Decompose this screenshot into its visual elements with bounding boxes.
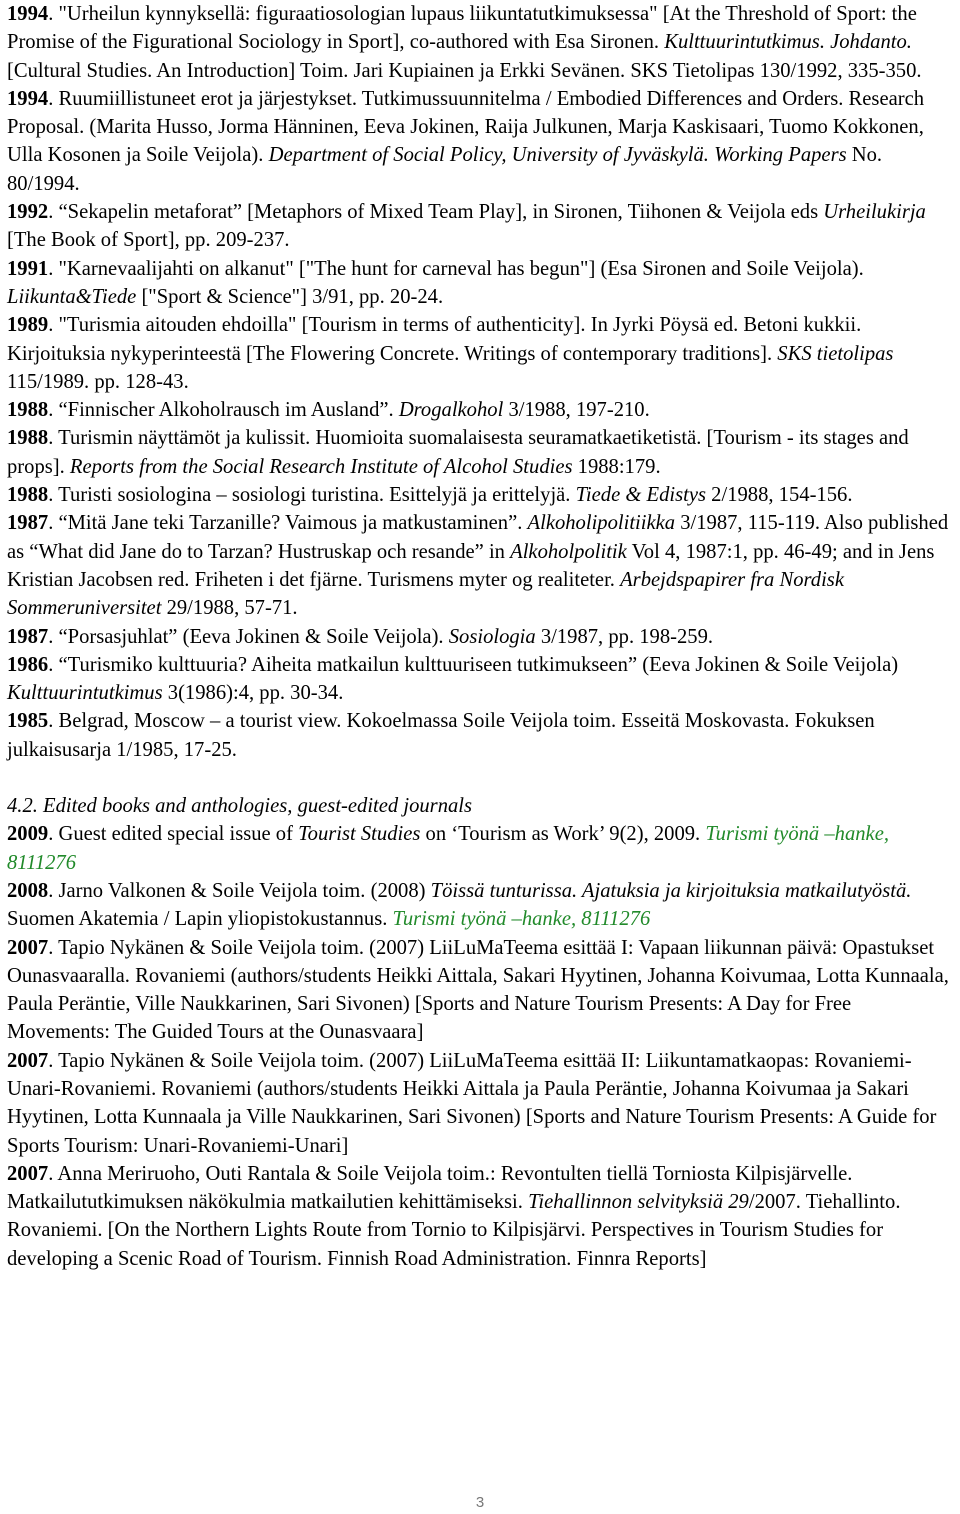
bibliography-entry (7, 311, 957, 396)
bibliography-entry (7, 707, 957, 764)
entry-text: . Belgrad, Moscow – a tourist view. Kokoelmassa Soile Veijola toim. Esseitä Moskovasta. Fokuksen julkaisusarja 1/1985, 17-25. (7, 710, 875, 761)
edited-books-list (7, 820, 957, 1273)
entry-text: Töissä tunturissa. Ajatuksia ja kirjoituksia matkailutyöstä. (430, 879, 912, 902)
entry-year: 2007 (7, 1049, 49, 1072)
bibliography-entry (7, 1160, 957, 1273)
entry-year: 2009 (7, 823, 49, 846)
entry-text: . Guest edited special issue of (48, 823, 299, 846)
entry-text: Department of Social Policy, University of Jyväskylä. Working Papers (268, 144, 847, 167)
bibliography-entry (7, 877, 957, 934)
bibliography-entry (7, 255, 957, 312)
entry-text: Kulttuurintutkimus. Johdanto. (664, 31, 912, 54)
entry-year: 1988 (7, 399, 49, 422)
bibliography-entry (7, 424, 957, 481)
entry-text: . Turisti sosiologina – sosiologi turistina. Esittelyjä ja erittelyjä. (48, 484, 576, 507)
bibliography-entry (7, 481, 957, 509)
entry-text: ["Sport & Science"] 3/91, pp. 20-24. (136, 285, 444, 308)
bibliography-entry (7, 396, 957, 424)
entry-text: Tiehallinnon selvityksiä 29 (528, 1191, 749, 1214)
bibliography-entry (7, 820, 957, 877)
entry-text: . “Sekapelin metaforat” [Metaphors of Mixed Team Play], in Sironen, Tiihonen & Veijola eds (48, 201, 824, 224)
entry-text: Kulttuurintutkimus (7, 682, 163, 705)
entry-text: . “Mitä Jane teki Tarzanille? Vaimous ja matkustaminen”. (48, 512, 528, 535)
document-page (7, 0, 957, 1273)
entry-year: 1989 (7, 314, 49, 337)
entry-text: . "Turismia aitouden ehdoilla" [Tourism in terms of authenticity]. In Jyrki Pöysä ed. Betoni kukkii. Kirjoituksia nykyperinteestä [The Flowering Concrete. Writings of contemporary traditions]. (7, 314, 862, 365)
entry-text: 1988:179. (572, 455, 661, 478)
entry-text: Sosiologia (448, 625, 536, 648)
entry-text: 2/1988, 154-156. (706, 484, 853, 507)
bibliography-entry (7, 509, 957, 622)
entry-year: 1988 (7, 484, 49, 507)
entry-text: . Jarno Valkonen & Soile Veijola toim. (2008) (48, 879, 431, 902)
entry-text: Tiede & Edistys (575, 484, 707, 507)
entry-text: 3/1987, 115-119. Also published as “What did Jane do to Tarzan? Hustruskap och resande” in (7, 512, 949, 563)
page-number: 3 (475, 1494, 485, 1511)
entry-text: Vol 4, 1987:1, pp. 46-49; and in Jens Kristian Jacobsen red. Friheten i det fjärne. Turismens myter og realiteter. (7, 540, 935, 591)
entry-text: 3/1987, pp. 198-259. (535, 625, 714, 648)
entry-year: 2007 (7, 936, 49, 959)
entry-text: Reports from the Social Research Institute of Alcohol Studies (69, 455, 573, 478)
entry-text: . “Finnischer Alkoholrausch im Ausland”. (48, 399, 399, 422)
entry-text: 3/1988, 197-210. (503, 399, 650, 422)
entry-text: [Cultural Studies. An Introduction] Toim. Jari Kupiainen ja Erkki Sevänen. SKS Tietolipas 130/1992, 335-350. (7, 59, 922, 82)
entry-text: Alkoholpolitik (510, 540, 627, 563)
entry-text: Suomen Akatemia / Lapin yliopistokustannus. (7, 908, 393, 931)
bibliography-entry (7, 934, 957, 1047)
entry-year: 1988 (7, 427, 49, 450)
entry-year: 1994 (7, 87, 49, 110)
entry-text: Liikunta&Tiede (7, 285, 137, 308)
bibliography-entry (7, 651, 957, 708)
entry-year: 2007 (7, 1162, 49, 1185)
entry-year: 1991 (7, 257, 49, 280)
entry-text: Alkoholipolitiikka (527, 512, 676, 535)
entry-year: 1994 (7, 3, 49, 25)
bibliography-entry (7, 623, 957, 651)
publications-list (7, 0, 957, 764)
bibliography-entry (7, 198, 957, 255)
entry-text: /2007. Tiehallinto. Rovaniemi. [On the Northern Lights Route from Tornio to Kilpisjärvi. Perspectives in Tourism Studies for developing a Scenic Road of Tourism. Finnish Road Administration. Finnra Reports] (7, 1191, 901, 1270)
entry-text: . Tapio Nykänen & Soile Veijola toim. (2007) LiiLuMaTeema esittää II: Liikuntamatkaopas: Rovaniemi-Unari-Rovaniemi. Rovaniemi (authors/students Heikki Aittala ja Paula Peräntie, Johanna Koivumaa ja Sakari Hyytinen, Lotta Kunnaala ja Ville Naukkarinen, Sari Sivonen) [Sports and Nature Tourism Presents: A Guide for Sports Tourism: Unari-Rovaniemi-Unari] (7, 1049, 937, 1157)
entry-text: . “Porsasjuhlat” (Eeva Jokinen & Soile Veijola). (48, 625, 449, 648)
entry-text: . "Urheilun kynnyksellä: figuraatiosologian lupaus liikuntatutkimuksessa" [At the Threshold of Sport: the Promise of the Figurational Sociology in Sport], co-authored with Esa Sironen. (7, 3, 917, 54)
entry-text: . "Karnevaalijahti on alkanut" ["The hunt for carneval has begun"] (Esa Sironen and Soile Veijola). (48, 257, 864, 280)
entry-text: . “Turismiko kulttuuria? Aiheita matkailun kulttuuriseen tutkimukseen” (Eeva Jokinen & Soile Veijola) (48, 653, 899, 676)
section-heading: 4.2. Edited books and anthologies, guest-edited journals (7, 795, 473, 818)
entry-year: 2008 (7, 879, 49, 902)
bibliography-entry (7, 0, 957, 85)
entry-text: . Turismin näyttämöt ja kulissit. Huomioita suomalaisesta seuramatkaetiketistä. [Tourism - its stages and props]. (7, 427, 909, 478)
section-gap (7, 764, 957, 792)
entry-year: 1986 (7, 653, 49, 676)
bibliography-entry (7, 85, 957, 198)
entry-text: Tourist Studies (298, 823, 421, 846)
entry-text: 3(1986):4, pp. 30-34. (162, 682, 344, 705)
entry-text: [The Book of Sport], pp. 209-237. (7, 229, 290, 252)
entry-text: Arbejdspapirer fra Nordisk Sommeruniversitet (7, 568, 844, 620)
entry-year: 1992 (7, 201, 49, 224)
entry-text: . Tapio Nykänen & Soile Veijola toim. (2007) LiiLuMaTeema esittää I: Vapaan liikunnan päivä: Opastukset Ounasvaaralla. Rovaniemi (authors/students Heikki Aittala, Sakari Hyytinen, Johanna Koivumaa, Lotta Kunnaala, Paula Peräntie, Ville Naukkarinen, Sari Sivonen) [Sports and Nature Tourism Presents: A Day for Free Movements: The Guided Tours at the Ounasvaara] (7, 936, 949, 1044)
entry-text: . Anna Meriruoho, Outi Rantala & Soile Veijola toim.: Revontulten tiellä Torniosta Kilpisjärvelle. Matkailututkimuksen näkökulmia matkailutien kehittämiseksi. (7, 1162, 853, 1214)
entry-text: Drogalkohol (398, 399, 504, 422)
entry-text: SKS tietolipas (777, 342, 894, 365)
entry-year: 1985 (7, 710, 49, 733)
entry-text: 115/1989. pp. 128-43. (7, 370, 189, 393)
entry-text: 29/1988, 57-71. (161, 597, 298, 620)
entry-year: 1987 (7, 512, 49, 535)
entry-text: on ‘Tourism as Work’ 9(2), 2009. (420, 823, 706, 846)
entry-text: . Ruumiillistuneet erot ja järjestykset. Tutkimussuunnitelma / Embodied Differences and Orders. Research Proposal. (Marita Husso, Jorma Hänninen, Eeva Jokinen, Raija Julkunen, Marja Kaskisaari, Tuomo Kokkonen, Ulla Kosonen ja Soile Veijola). (7, 87, 925, 167)
project-reference: Turismi työnä –hanke, 8111276 (392, 908, 651, 931)
entry-year: 1987 (7, 625, 49, 648)
project-reference: Turismi työnä –hanke, 8111276 (7, 823, 889, 874)
entry-text: No. 80/1994. (7, 144, 883, 195)
entry-text: Urheilukirja (823, 201, 926, 224)
bibliography-entry (7, 1047, 957, 1160)
